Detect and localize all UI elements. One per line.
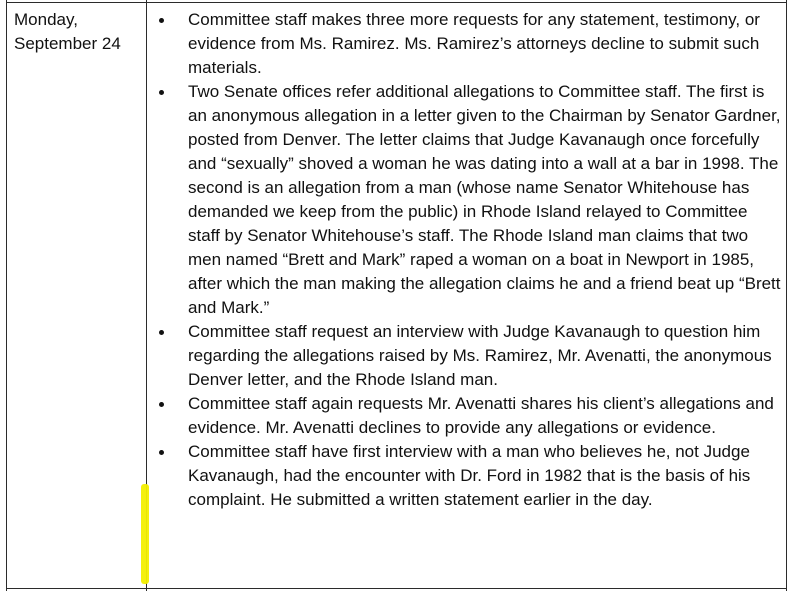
list-item [150, 440, 782, 512]
list-item [150, 392, 782, 440]
list-item [150, 8, 782, 80]
table-border-bottom [6, 588, 787, 589]
date-line-2: September 24 [14, 34, 121, 53]
event-text-2: Two Senate offices refer additional allegations to Committee staff. The first is an anonymous allegation in a letter given to the Chairman by Senator Gardner, posted from Denver. The letter claims that Judge Kavanaugh once forcefully and “sexually” shoved a woman he was dating into a wall at a bar in 1998. The second is an allegation from a man (whose name Senator Whitehouse has demanded we keep from the public) in Rhode Island relayed to Committee staff by Senator Whitehouse’s staff. The Rhode Island man claims that two men named “Brett and Mark” raped a woman on a boat in Newport in 1985, after which the man making the allegation claims he and a friend beat up “Brett and Mark.” [188, 82, 781, 317]
event-text-5: Committee staff have first interview with a man who believes he, not Judge Kavanaugh, had the encounter with Dr. Ford in 1982 that is the basis of his complaint. He submitted a written statement earlier in the day. [188, 442, 751, 509]
bullet-icon [159, 18, 164, 23]
table-border-right [786, 0, 787, 591]
date-cell [14, 8, 144, 56]
event-text-4: Committee staff again requests Mr. Avenatti shares his client’s allegations and evidence. Mr. Avenatti declines to provide any allegations or evidence. [188, 394, 774, 437]
event-list [150, 8, 782, 512]
bullet-icon [159, 402, 164, 407]
table-border-left [6, 0, 7, 591]
event-text-1: Committee staff makes three more requests for any statement, testimony, or evidence from Ms. Ramirez. Ms. Ramirez’s attorneys decline to submit such materials. [188, 10, 760, 77]
list-item [150, 320, 782, 392]
date-line-1: Monday, [14, 10, 78, 29]
bullet-icon [159, 450, 164, 455]
list-item [150, 80, 782, 320]
bullet-icon [159, 330, 164, 335]
table-border-top [6, 2, 787, 3]
event-text-3: Committee staff request an interview with Judge Kavanaugh to question him regarding the allegations raised by Ms. Ramirez, Mr. Avenatti, the anonymous Denver letter, and the Rhode Island man. [188, 322, 772, 389]
bullet-icon [159, 90, 164, 95]
yellow-highlight-mark [141, 484, 149, 584]
